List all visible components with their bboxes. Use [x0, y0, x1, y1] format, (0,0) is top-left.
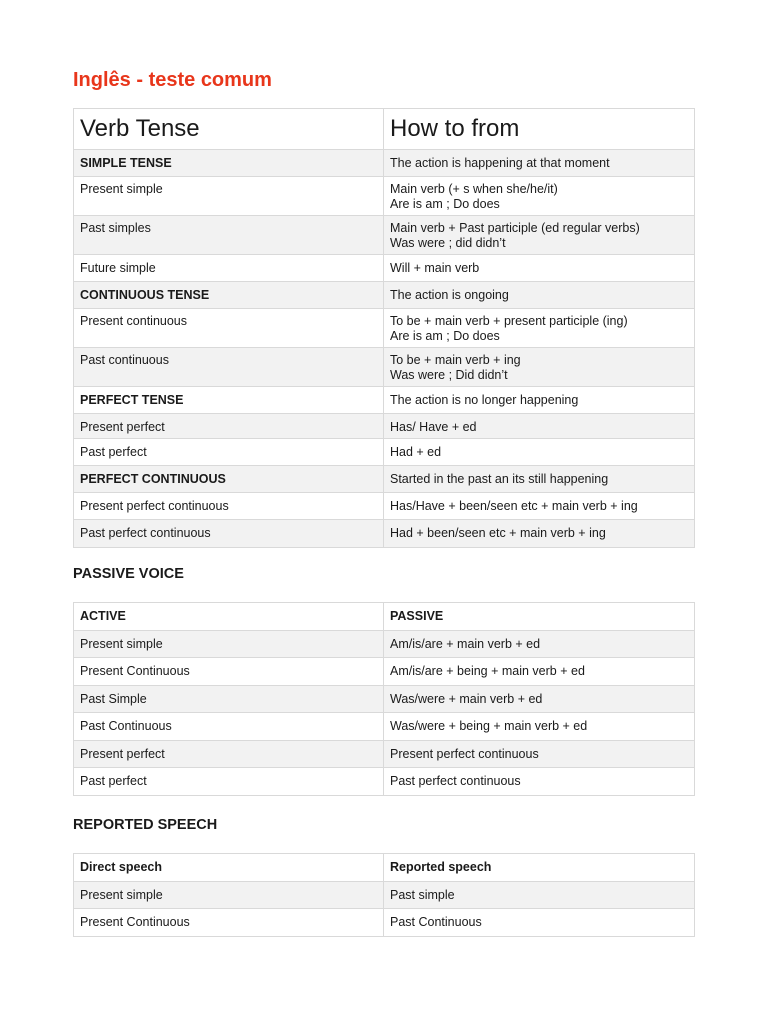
tense-name-cell: Present simple	[74, 177, 384, 216]
table-row	[74, 439, 695, 466]
active-cell: Present Continuous	[74, 658, 384, 686]
active-cell: Past Continuous	[74, 713, 384, 741]
form-line: Has/ Have + ed	[390, 420, 477, 434]
table-row	[74, 387, 695, 414]
table-row	[74, 713, 695, 741]
tense-form-cell	[384, 282, 695, 309]
tense-form-cell	[384, 177, 695, 216]
header-verb-tense: Verb Tense	[74, 109, 384, 150]
form-line: To be + main verb + present participle (ing)	[390, 314, 628, 328]
direct-cell: Present Continuous	[74, 909, 384, 937]
table-row	[74, 631, 695, 658]
form-line: Had + ed	[390, 445, 442, 459]
tense-name-cell: Past perfect	[74, 439, 384, 466]
table-row	[74, 882, 695, 909]
direct-cell: Present simple	[74, 882, 384, 909]
tense-name-cell: Past continuous	[74, 348, 384, 387]
tense-form-cell	[384, 414, 695, 439]
form-line: Has/Have + been/seen etc + main verb + ing	[390, 499, 638, 513]
form-line: Was were ; Did didn’t	[390, 368, 508, 382]
active-cell: Past perfect	[74, 768, 384, 796]
table-row	[74, 658, 695, 686]
table-row	[74, 348, 695, 387]
table-row	[74, 466, 695, 493]
tense-form-cell	[384, 520, 695, 548]
tense-name-cell: Present continuous	[74, 309, 384, 348]
passive-cell: Present perfect continuous	[384, 741, 695, 768]
document-title: Inglês - teste comum	[73, 69, 272, 91]
table-row	[74, 414, 695, 439]
table-row	[74, 686, 695, 713]
tense-name-cell: Future simple	[74, 255, 384, 282]
tense-name-cell: PERFECT TENSE	[74, 387, 384, 414]
form-line: The action is ongoing	[390, 288, 509, 302]
form-line: Will + main verb	[390, 261, 480, 275]
form-line: Was were ; did didn’t	[390, 236, 506, 250]
form-line: Main verb + Past participle (ed regular verbs)	[390, 221, 640, 235]
table-header-row	[74, 854, 695, 882]
tense-name-cell: Present perfect	[74, 414, 384, 439]
tense-form-cell	[384, 466, 695, 493]
tense-name-cell: Past simples	[74, 216, 384, 255]
table-row	[74, 309, 695, 348]
form-line: Had + been/seen etc + main verb + ing	[390, 526, 606, 540]
table-row	[74, 493, 695, 520]
table-row	[74, 909, 695, 937]
table-row	[74, 216, 695, 255]
passive-voice-heading: PASSIVE VOICE	[73, 566, 184, 582]
tense-form-cell	[384, 348, 695, 387]
reported-cell: Past Continuous	[384, 909, 695, 937]
form-line: Started in the past an its still happening	[390, 472, 609, 486]
tense-name-cell: Present perfect continuous	[74, 493, 384, 520]
tense-form-cell	[384, 150, 695, 177]
table-row	[74, 177, 695, 216]
header-passive: PASSIVE	[384, 603, 695, 631]
table-row	[74, 768, 695, 796]
header-how-to-form: How to from	[384, 109, 695, 150]
tense-name-cell: PERFECT CONTINUOUS	[74, 466, 384, 493]
form-line: The action is no longer happening	[390, 393, 579, 407]
reported-speech-table	[73, 853, 695, 937]
tense-name-cell: CONTINUOUS TENSE	[74, 282, 384, 309]
form-line: Are is am ; Do does	[390, 197, 500, 211]
reported-speech-heading: REPORTED SPEECH	[73, 817, 218, 833]
table-row	[74, 150, 695, 177]
passive-cell: Am/is/are + being + main verb + ed	[384, 658, 695, 686]
tense-form-cell	[384, 493, 695, 520]
verb-tense-table	[73, 108, 695, 548]
header-reported-speech: Reported speech	[384, 854, 695, 882]
form-line: Main verb (+ s when she/he/it)	[390, 182, 558, 196]
tense-name-cell: Past perfect continuous	[74, 520, 384, 548]
header-active: ACTIVE	[74, 603, 384, 631]
active-cell: Present perfect	[74, 741, 384, 768]
tense-form-cell	[384, 255, 695, 282]
form-line: The action is happening at that moment	[390, 156, 610, 170]
header-direct-speech: Direct speech	[74, 854, 384, 882]
table-row	[74, 741, 695, 768]
active-cell: Present simple	[74, 631, 384, 658]
table-header-row	[74, 603, 695, 631]
reported-cell: Past simple	[384, 882, 695, 909]
passive-cell: Past perfect continuous	[384, 768, 695, 796]
form-line: Are is am ; Do does	[390, 329, 500, 343]
tense-name-cell: SIMPLE TENSE	[74, 150, 384, 177]
tense-form-cell	[384, 439, 695, 466]
table-row	[74, 520, 695, 548]
table-row	[74, 255, 695, 282]
form-line: To be + main verb + ing	[390, 353, 521, 367]
tense-form-cell	[384, 309, 695, 348]
active-cell: Past Simple	[74, 686, 384, 713]
tense-form-cell	[384, 387, 695, 414]
table-header-row	[74, 109, 695, 150]
passive-cell: Was/were + being + main verb + ed	[384, 713, 695, 741]
passive-cell: Was/were + main verb + ed	[384, 686, 695, 713]
passive-voice-table	[73, 602, 695, 796]
tense-form-cell	[384, 216, 695, 255]
passive-cell: Am/is/are + main verb + ed	[384, 631, 695, 658]
table-row	[74, 282, 695, 309]
